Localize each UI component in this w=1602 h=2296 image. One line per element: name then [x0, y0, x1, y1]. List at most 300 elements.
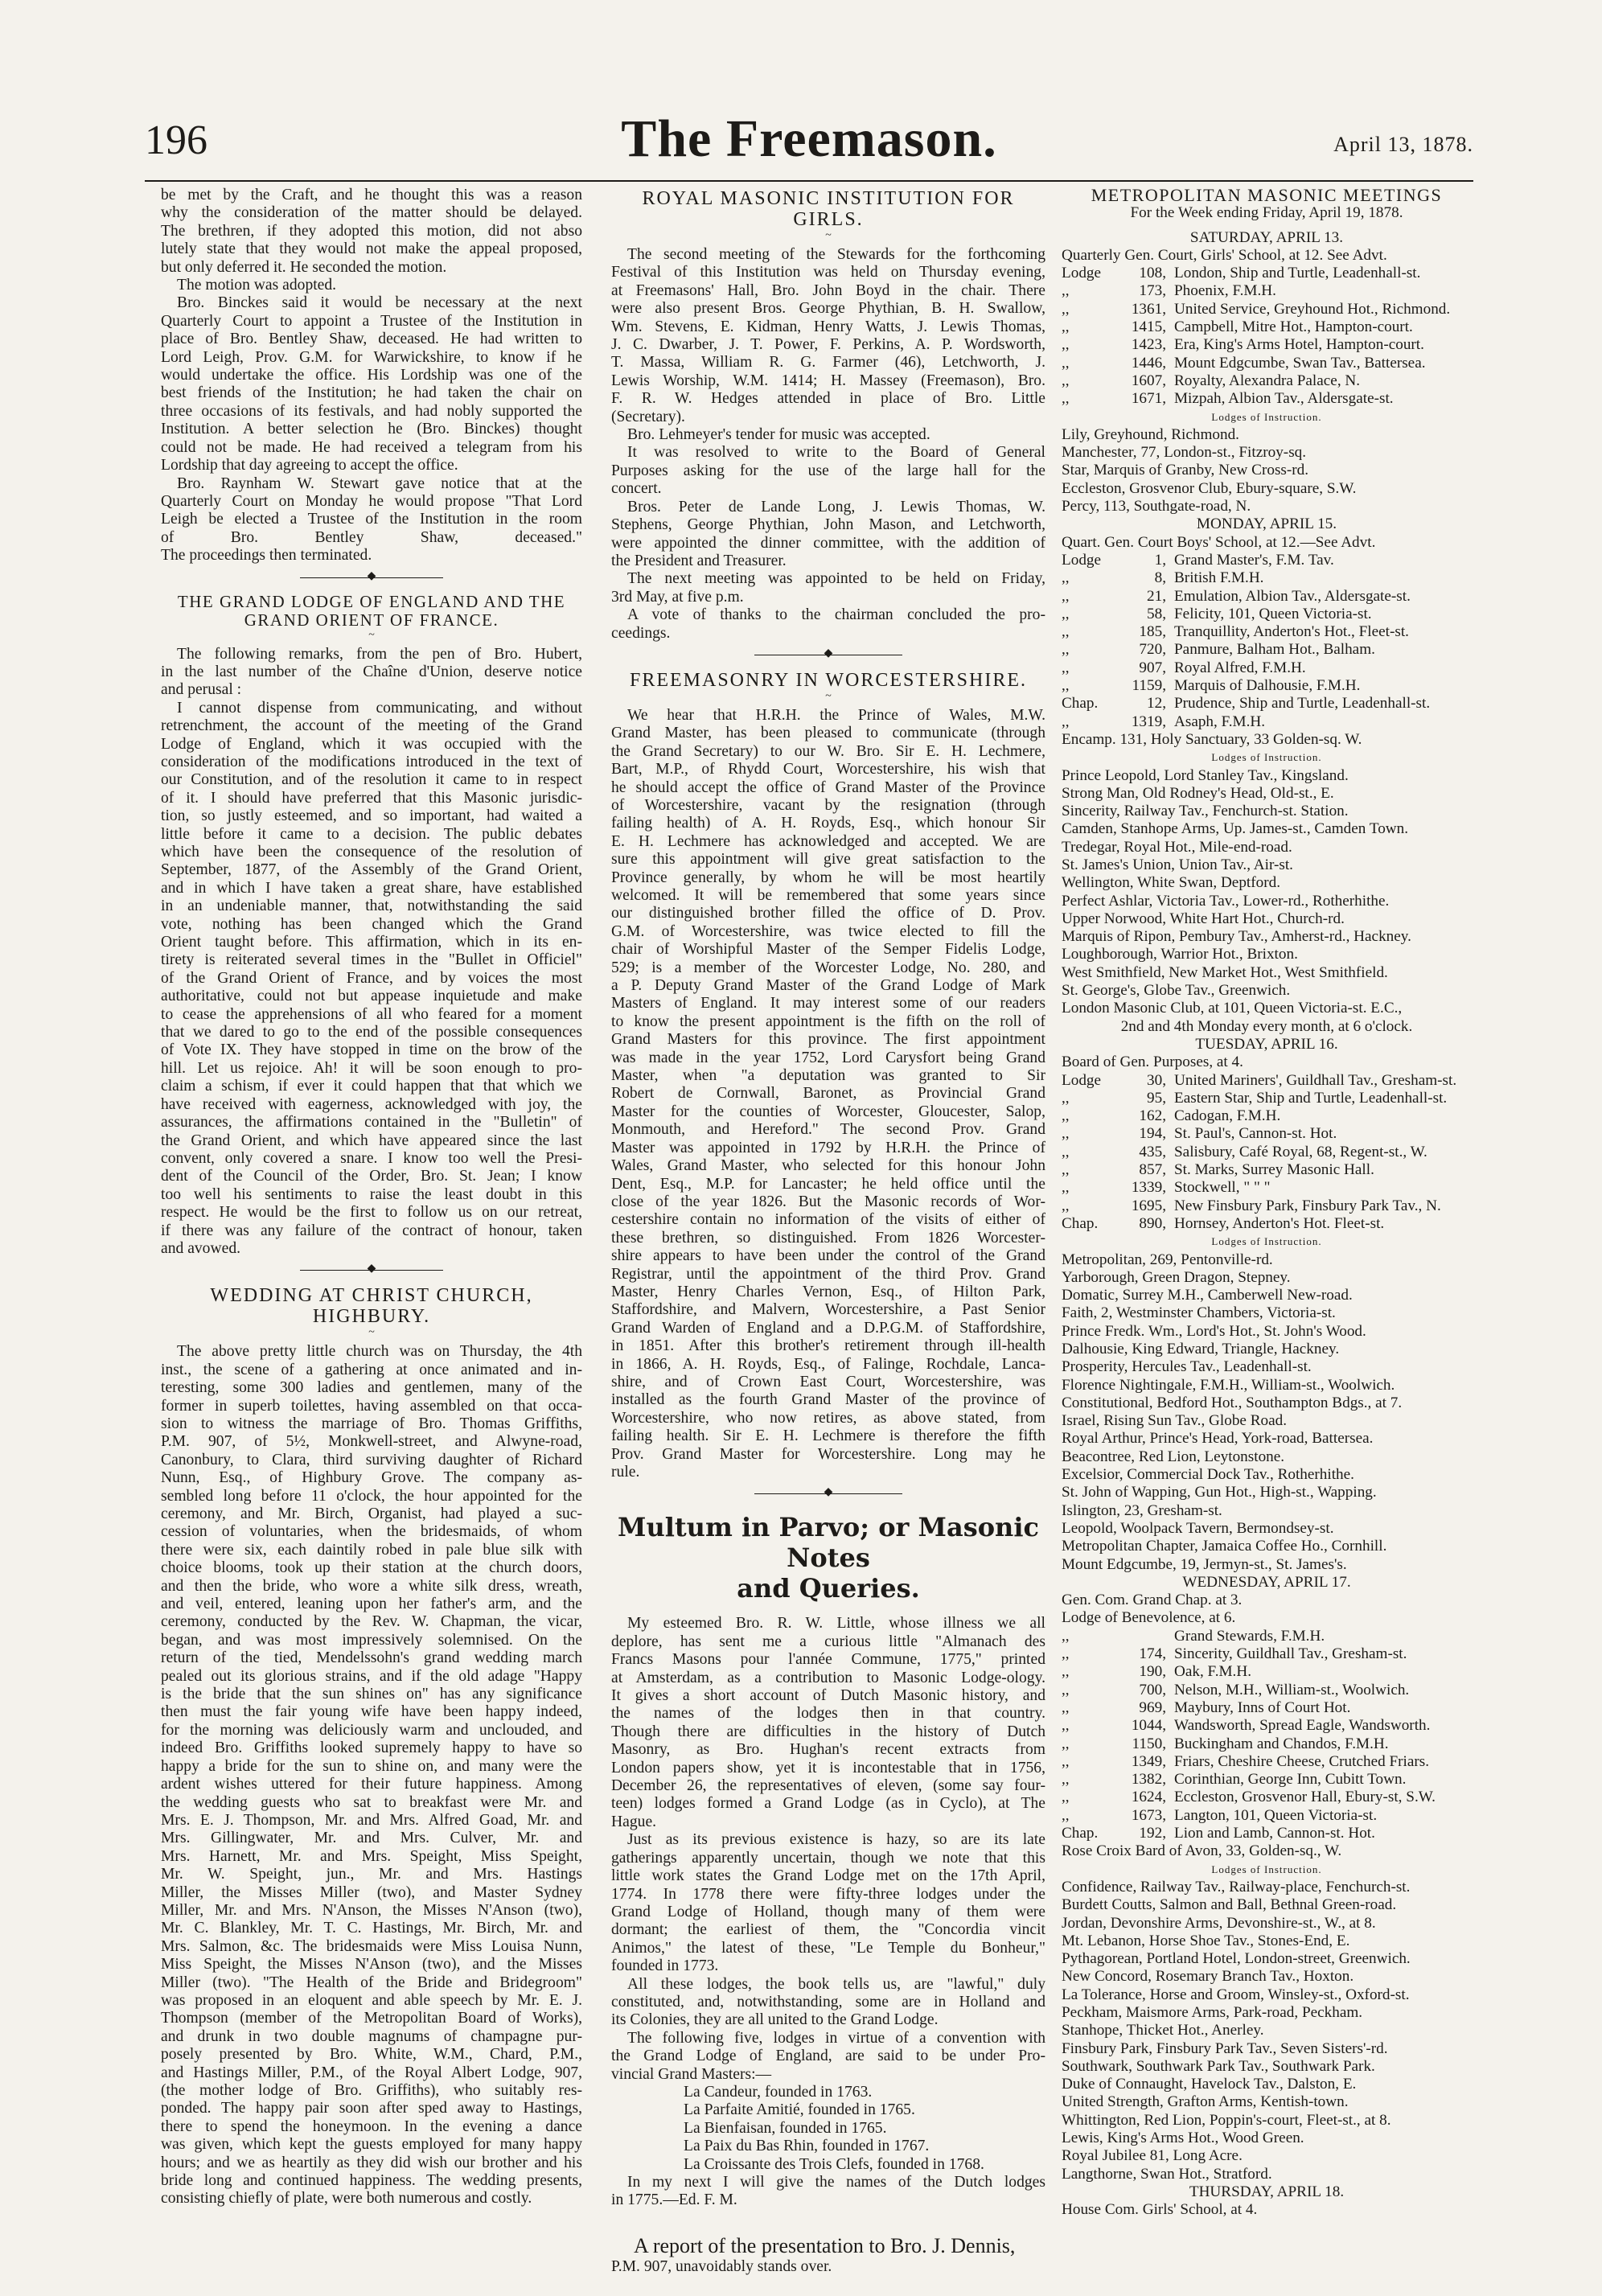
dutch-lodge-item: La Bienfaisan, founded in 1765. — [684, 2119, 887, 2137]
section-separator — [611, 1481, 1045, 1507]
lodge-name: London, Ship and Turtle, Leadenhall-st. — [1174, 265, 1421, 282]
text-line: Master for the counties of Worcester, Gloucester, Salop, — [611, 1103, 1045, 1120]
dutch-lodge-item: La Paix du Bas Rhin, founded in 1767. — [684, 2138, 930, 2155]
lodge-type: ,, — [1062, 1197, 1070, 1214]
lodge-number: 1150, — [1132, 1735, 1166, 1752]
text-line: chair of Worshipful Master of the Semper Fidelis Lodge, — [611, 941, 1045, 959]
lodge-type: ,, — [1062, 300, 1070, 318]
text-line: which have been the consequence of the resolution of — [161, 844, 582, 860]
text-line: deplore, has sent me a curious little "Almanach des — [611, 1633, 1045, 1650]
lodge-name: Buckingham and Chandos, F.M.H. — [1174, 1735, 1389, 1752]
text-line: at Freemasons' Hall, Bro. John Boyd in the chair. There — [611, 281, 1045, 299]
text-line: and avowed. — [161, 1239, 241, 1257]
text-line: The second meeting of the Stewards for the forthcoming — [627, 246, 1045, 263]
newspaper-title: The Freemason. — [621, 109, 997, 168]
text-line: were appointed the dinner committee, with the addition of — [611, 534, 1045, 552]
instruction-entry: St. George's, Globe Tav., Greenwich. — [1062, 982, 1291, 1000]
lodge-name: Royalty, Alexandra Palace, N. — [1174, 372, 1361, 389]
instruction-entry: Domatic, Surrey M.H., Camberwell New-road. — [1062, 1287, 1353, 1304]
instruction-entry: Beacontree, Red Lion, Leytonstone. — [1062, 1448, 1285, 1465]
text-line: Bros. Peter de Lande Long, J. Lewis Thomas, W. — [627, 498, 1045, 515]
lodge-type: ,, — [1062, 1161, 1070, 1179]
text-line: Registrar, until the appointment of the third Prov. Grand — [611, 1265, 1045, 1283]
lodge-number: 1159, — [1132, 677, 1166, 695]
issue-date: April 13, 1878. — [1333, 133, 1473, 156]
text-line: the Grand Orient, and which have appeared since the last — [161, 1132, 582, 1149]
instruction-entry: Dalhousie, King Edward, Triangle, Hackney. — [1062, 1341, 1340, 1357]
text-line: rule. — [611, 1464, 640, 1481]
lodge-type: Chap. — [1062, 695, 1099, 713]
lodge-number: 173, — [1139, 282, 1166, 300]
lodge-entry — [1062, 1161, 1472, 1179]
instruction-entry: Islington, 23, Gresham-st. — [1062, 1501, 1222, 1519]
day-heading-tuesday: TUESDAY, APRIL 16. — [1195, 1035, 1338, 1053]
text-line: Masonry, as Bro. Hughan's recent extracts from — [611, 1741, 1045, 1759]
lodge-entry — [1062, 606, 1472, 623]
lodge-entry — [1062, 390, 1472, 408]
text-line: Miller, the Misses Miller (two), and Master Sydney — [161, 1883, 582, 1901]
text-line: Master was appointed in 1792 by H.R.H. the Prince of — [611, 1139, 1045, 1156]
instruction-entry: West Smithfield, New Market Hot., West Smithfield. — [1062, 963, 1388, 981]
text-line: would undertake the office. His Lordship was one of the — [161, 367, 582, 384]
text-line: the wedding guests who sat to breakfast were Mr. and — [161, 1793, 582, 1811]
text-line: and Hastings Miller, P.M., of the Royal Albert Lodge, 907, — [161, 2064, 582, 2081]
lodge-entry — [1062, 301, 1472, 318]
text-line: Thompson (member of the Metropolitan Board of Works), — [161, 2010, 582, 2027]
text-line: ardent wishes uttered for their future happiness. Among — [161, 1776, 582, 1793]
text-line: Grand Lodge of Holland, though many of them were — [611, 1903, 1045, 1920]
tuesday-lodges — [1062, 1072, 1472, 1234]
lodge-name: Hornsey, Anderton's Hot. Fleet-st. — [1174, 1214, 1385, 1232]
text-line: Mrs. Gillingwater, Mr. and Mrs. Culver, Mr. and — [161, 1830, 582, 1847]
text-line: posely presented by Bro. White, W.M., Chard, P.M., — [161, 2046, 582, 2064]
text-line: Master, Henry Charles Vernon, Esq., of Hilton Park, — [611, 1283, 1045, 1300]
text-line: installed as the fourth Grand Master of the province of — [611, 1391, 1045, 1409]
wednesday-rose-croix: Rose Croix Bard of Avon, 33, Golden-sq., W. — [1062, 1842, 1342, 1860]
text-line: A vote of thanks to the chairman concluded the pro- — [627, 606, 1045, 624]
text-line: indeed Bro. Griffiths looked supremely happy to have so — [161, 1739, 582, 1757]
lodge-type: ,, — [1062, 318, 1070, 336]
instruction-entry: Star, Marquis of Granby, New Cross-rd. — [1062, 462, 1309, 479]
instruction-entry: Peckham, Maismore Arms, Park-road, Peckham. — [1062, 2003, 1363, 2021]
lodge-entry — [1062, 641, 1472, 659]
text-line: in an undeniable manner, that, notwithstanding the said — [161, 897, 582, 915]
instruction-entry: Metropolitan Chapter, Jamaica Coffee Ho., Cornhill. — [1062, 1538, 1387, 1555]
text-line: Dent, Esq., M.P. for Lancaster; he held office until the — [611, 1175, 1045, 1193]
text-line: began, and was most impressively solemnised. On the — [161, 1631, 582, 1649]
text-line: I cannot dispense from communicating, and without — [177, 699, 582, 717]
text-line: was given, which kept the guests employed for many happy — [161, 2136, 582, 2154]
lodge-name: Emulation, Albion Tav., Aldersgate-st. — [1174, 587, 1411, 605]
wednesday-intro: Gen. Com. Grand Chap. at 3. — [1062, 1592, 1243, 1609]
saturday-lodges — [1062, 265, 1472, 408]
lodge-number: 190, — [1139, 1663, 1166, 1681]
lodge-entry — [1062, 318, 1472, 336]
lodge-type: Lodge — [1062, 265, 1102, 282]
text-line: the names of the lodges then in that country. — [611, 1705, 1045, 1723]
text-line: In my next I will give the names of the Dutch lodges — [627, 2174, 1045, 2191]
lodge-entry — [1062, 552, 1472, 569]
lodge-number: 720, — [1139, 641, 1166, 659]
instruction-entry: Burdett Coutts, Salmon and Ball, Bethnal Green-road. — [1062, 1896, 1397, 1914]
lodge-entry — [1062, 1682, 1472, 1699]
text-line: tion, so justly esteemed, and so important, had waited a — [161, 807, 582, 825]
lodge-type: Chap. — [1062, 1825, 1099, 1842]
lodge-type: ,, — [1062, 569, 1070, 587]
lodge-name: Stockwell, " " " — [1174, 1179, 1271, 1197]
lodge-entry — [1062, 336, 1472, 354]
lodge-type: ,, — [1062, 1627, 1070, 1645]
worcestershire-heading: FREEMASONRY IN WORCESTERSHIRE. — [629, 669, 1028, 691]
lodge-number: 1349, — [1131, 1752, 1166, 1770]
instruction-entry: Prosperity, Hercules Tav., Leadenhall-st. — [1062, 1358, 1312, 1376]
text-line: there were six, each daintily robed in pale blue silk with — [161, 1541, 582, 1559]
lodge-name: Mizpah, Albion Tav., Aldersgate-st. — [1174, 390, 1394, 408]
text-line: in the last number of the Chaîne d'Union, deserve notice — [161, 663, 582, 680]
monday-instruction — [1062, 767, 1472, 1018]
monday-lodges — [1062, 552, 1472, 731]
lodge-type: ,, — [1062, 587, 1070, 605]
text-line: claim a schism, if ever it could happen that that which we — [161, 1078, 582, 1095]
text-line: at Amsterdam, as a contribution to Masonic Lodge-ology. — [611, 1669, 1045, 1686]
text-line: Monmouth, and Hereford." The second Prov. Grand — [611, 1121, 1045, 1139]
lodge-type: ,, — [1062, 713, 1070, 730]
section-separator — [611, 643, 1045, 668]
lodge-number: 1361, — [1131, 300, 1166, 318]
lodge-name: St. Marks, Surrey Masonic Hall. — [1174, 1161, 1374, 1179]
text-line: concert. — [611, 480, 662, 498]
text-line: hill. Let us rejoice. Ah! it will be soon enough to pro- — [161, 1059, 582, 1077]
lodge-name: Wandsworth, Spread Eagle, Wandsworth. — [1174, 1717, 1431, 1735]
notes-queries-closing — [611, 2174, 1045, 2210]
lodge-entry — [1062, 1197, 1472, 1215]
lodge-type: ,, — [1062, 677, 1070, 695]
lodge-type: ,, — [1062, 1771, 1070, 1789]
lodges-instruction-label: Lodges of Instruction. — [1211, 751, 1322, 764]
instruction-entry: St. John of Wapping, Gun Hot., High-st., Wapping. — [1062, 1484, 1377, 1501]
lodge-name: Maybury, Inns of Court Hot. — [1174, 1698, 1351, 1716]
lodge-name: Felicity, 101, Queen Victoria-st. — [1174, 605, 1372, 622]
heading-ornament: ~ — [825, 229, 832, 241]
text-line: teen) lodges formed a Grand Lodge (as in Cyclo), at The — [611, 1795, 1045, 1813]
text-line: 3rd May, at five p.m. — [611, 588, 744, 606]
text-line: Quarterly Court on Monday he would propose "That Lord — [161, 492, 582, 510]
lodge-entry — [1062, 1628, 1472, 1645]
text-line: pealed out its glorious strains, and if the old adage "Happy — [161, 1667, 582, 1685]
lodge-number: 857, — [1139, 1161, 1166, 1179]
lodge-entry — [1062, 1807, 1472, 1825]
instruction-entry: Upper Norwood, White Hart Hot., Church-rd. — [1062, 910, 1345, 927]
instruction-entry: Israel, Rising Sun Tav., Globe Road. — [1062, 1412, 1288, 1430]
lodge-name: Grand Stewards, F.M.H. — [1174, 1627, 1325, 1645]
text-line: of Bro. Bentley Shaw, deceased." — [161, 528, 582, 546]
lodge-entry — [1062, 1090, 1472, 1107]
worcestershire-text — [611, 707, 1045, 1481]
text-line: Grand Master, has been pleased to communicate (through — [611, 725, 1045, 742]
lodge-type: ,, — [1062, 1789, 1070, 1806]
text-line: three occasions of its festivals, and had nobly supported the — [161, 402, 582, 420]
lodge-entry — [1062, 1825, 1472, 1842]
text-line: happy a bride for the sun to shine on, and many were the — [161, 1757, 582, 1775]
text-line: Bro. Binckes said it would be necessary at the next — [177, 294, 582, 312]
text-line: Miss Speight, the Misses N'Anson (two), and the Misses — [161, 1956, 582, 1974]
text-line: ceremony, conducted by the Rev. W. Chapman, the vicar, — [161, 1613, 582, 1631]
text-line: Stephens, George Phythian, John Mason, and Letchworth, — [611, 516, 1045, 534]
instruction-entry: Mt. Lebanon, Horse Shoe Tav., Stones-End, E. — [1062, 1932, 1350, 1949]
lodge-type: ,, — [1062, 372, 1070, 389]
dutch-lodge-item: La Parfaite Amitié, founded in 1765. — [684, 2101, 915, 2119]
instruction-entry: Loughborough, Warrior Hot., Brixton. — [1062, 946, 1298, 963]
text-line: assurances, the affirmations contained in the "Bulletin" of — [161, 1114, 582, 1132]
lodge-number: 21, — [1147, 587, 1166, 605]
text-line: hours; and we as heartily as they did wish our brother and his — [161, 2154, 582, 2171]
text-line: My esteemed Bro. R. W. Little, whose illness we all — [627, 1615, 1045, 1633]
text-line: and then the bride, who wore a white silk dress, wreath, — [161, 1577, 582, 1595]
wednesday-intro-2: Lodge of Benevolence, at 6. — [1062, 1609, 1236, 1627]
lodge-type: ,, — [1062, 1645, 1070, 1663]
lodge-entry — [1062, 1125, 1472, 1143]
text-line: that we dared to go to the end of the possible consequences — [161, 1024, 582, 1041]
text-line: It gives a short account of Dutch Masonic history, and — [611, 1687, 1045, 1705]
instruction-entry: Camden, Stanhope Arms, Up. James-st., Camden Town. — [1062, 820, 1409, 838]
text-line: and in which I have taken a great share, have established — [161, 879, 582, 897]
lodge-number: 1, — [1154, 551, 1166, 569]
text-line: Animos," the latest of these, "Le Temple du Bonheur," — [611, 1939, 1045, 1957]
instruction-entry: Excelsior, Commercial Dock Tav., Rotherhithe. — [1062, 1466, 1354, 1484]
text-line: return of the tied, Mendelssohn's grand wedding march — [161, 1649, 582, 1667]
text-line: Though there are difficulties in the history of Dutch — [611, 1723, 1045, 1740]
text-line: is the bride that the sun shines on" has any significance — [161, 1686, 582, 1703]
text-line: Mrs. E. J. Thompson, Mr. and Mrs. Alfred Goad, Mr. and — [161, 1811, 582, 1829]
instruction-entry: Southwark, Southwark Park Tav., Southwark Park. — [1062, 2057, 1375, 2075]
text-line: December 26, the representatives of eleven, (some say four- — [611, 1777, 1045, 1795]
text-line: were also present Bros. George Phythian, B. H. Swallow, — [611, 300, 1045, 318]
instruction-entry: Finsbury Park, Finsbury Park Tav., Seven Sisters'-rd. — [1062, 2039, 1388, 2057]
text-line: failing health) of A. H. Royds, Esq., which honour Sir — [611, 815, 1045, 832]
wedding-heading: WEDDING AT CHRIST CHURCH, HIGHBURY. — [210, 1285, 533, 1328]
lodges-instruction-label: Lodges of Instruction. — [1211, 410, 1322, 423]
text-line: he should accept the office of Grand Master of the Province — [611, 778, 1045, 796]
text-line: Bro. Lehmeyer's tender for music was accepted. — [627, 426, 930, 444]
text-line: failing health. Sir E. H. Lechmere is therefore the fifth — [611, 1427, 1045, 1445]
lodge-entry — [1062, 372, 1472, 390]
text-line: tirety is reiterated several times in the "Bullet in Officiel" — [161, 951, 582, 969]
lodge-type: ,, — [1062, 1752, 1070, 1770]
text-line: of Worcestershire, vacant by the resignation (through — [611, 796, 1045, 814]
text-line: why the consideration of the matter should be delayed. — [161, 204, 582, 222]
lodge-name: Marquis of Dalhousie, F.M.H. — [1174, 677, 1361, 695]
lodge-entry — [1062, 1107, 1472, 1125]
lodge-type: ,, — [1062, 1107, 1070, 1125]
lodge-type: Chap. — [1062, 1214, 1099, 1232]
tuesday-intro: Board of Gen. Purposes, at 4. — [1062, 1054, 1243, 1071]
text-line: shire appears to have been under the control of the Grand — [611, 1247, 1045, 1265]
lodge-entry — [1062, 659, 1472, 677]
text-line: Staffordshire, and Malvern, Worcestershire, a Past Senior — [611, 1301, 1045, 1319]
text-line: constituted, and, notwithstanding, some are in Holland and — [611, 1993, 1045, 2011]
lodge-number: 700, — [1139, 1681, 1166, 1698]
text-line: The next meeting was appointed to be held on Friday, — [627, 570, 1045, 588]
text-line: T. Massa, William R. G. Farmer (46), Letchworth, J. — [611, 354, 1045, 372]
text-line: and perusal : — [161, 681, 242, 699]
text-line: Lewis Worship, W.M. 1414; H. Massey (Freemason), Bro. — [611, 372, 1045, 389]
text-line: J. C. Dwarber, J. T. Power, F. Perkins, A. P. Wordsworth, — [611, 336, 1045, 354]
text-line: sion to witness the marriage of Bro. Thomas Griffiths, — [161, 1415, 582, 1432]
lodge-entry — [1062, 695, 1472, 713]
text-line: E. H. Lechmere has acknowledged and accepted. We are — [611, 832, 1045, 850]
wednesday-instruction — [1062, 1879, 1472, 2183]
lodge-entry — [1062, 1789, 1472, 1806]
instruction-entry: Eccleston, Grosvenor Club, Ebury-square, S.W. — [1062, 479, 1357, 497]
lodge-number: 162, — [1139, 1107, 1166, 1125]
lodge-type: ,, — [1062, 1806, 1070, 1824]
lodge-entry — [1062, 623, 1472, 641]
lodge-number: 1319, — [1131, 713, 1166, 730]
text-line: The following remarks, from the pen of Bro. Hubert, — [177, 645, 582, 663]
day-heading-monday: MONDAY, APRIL 15. — [1196, 515, 1337, 533]
report-note-continued: P.M. 907, unavoidably stands over. — [611, 2257, 832, 2275]
text-line: close of the year 1826. But the Masonic records of Wor- — [611, 1193, 1045, 1210]
text-line: in 1851. After this brother's retirement through ill-health — [611, 1337, 1045, 1355]
lodges-instruction-label: Lodges of Instruction. — [1211, 1235, 1322, 1248]
instruction-entry: Mount Edgcumbe, 19, Jermyn-st., St. James's. — [1062, 1555, 1347, 1573]
text-line: there to spend the honeymoon. In the evening a dance — [161, 2117, 582, 2135]
heading-ornament: ~ — [368, 628, 375, 641]
girls-institution-heading: ROYAL MASONIC INSTITUTION FOR GIRLS. — [642, 188, 1015, 230]
lodge-number: 1624, — [1131, 1789, 1166, 1806]
lodge-type: ,, — [1062, 336, 1070, 354]
text-line: 1774. In 1778 there were fifty-three lodges under the — [611, 1885, 1045, 1903]
lodge-entry — [1062, 355, 1472, 372]
text-line: to know the present appointment is the fifth on the roll of — [611, 1012, 1045, 1030]
grand-lodge-heading: THE GRAND LODGE OF ENGLAND AND THE GRAND ORIENT OF FRANCE. — [177, 591, 566, 630]
lodge-entry — [1062, 677, 1472, 695]
text-line: Masters of England. It may interest some of our readers — [611, 995, 1045, 1012]
masthead-rule — [145, 180, 1473, 182]
text-line: our Constitution, and of the resolution it came to in respect — [161, 771, 582, 789]
lodge-name: Asaph, F.M.H. — [1174, 713, 1266, 730]
text-line: respect. He would be the first to follow us on our retreat, — [161, 1204, 582, 1222]
instruction-entry: United Strength, Grafton Arms, Kentish-town. — [1062, 2093, 1349, 2111]
lodge-name: Eccleston, Grosvenor Hall, Ebury-st, S.W. — [1174, 1789, 1436, 1806]
text-line: It was resolved to write to the Board of General — [627, 444, 1045, 462]
lodge-type: ,, — [1062, 1089, 1070, 1107]
lodge-number: 1671, — [1131, 390, 1166, 408]
text-line: of the Grand Orient of France, and by voices the most — [161, 969, 582, 987]
lodge-type: ,, — [1062, 1143, 1070, 1160]
text-line: could not be made. He had received a telegram from his — [161, 438, 582, 456]
instruction-entry: Florence Nightingale, F.M.H., William-st., Woolwich. — [1062, 1376, 1395, 1394]
meetings-title: METROPOLITAN MASONIC MEETINGS — [1091, 185, 1443, 205]
text-line: sure this appointment will give great satisfaction to the — [611, 851, 1045, 869]
grand-lodge-text — [161, 646, 582, 1259]
text-line: lutely state that they would not make the appeal proposed, — [161, 240, 582, 258]
text-line: Lodge of England, which it was occupied with the — [161, 735, 582, 753]
lodge-name: Salisbury, Café Royal, 68, Regent-st., W. — [1174, 1143, 1427, 1160]
section-separator — [161, 565, 582, 591]
thursday-intro: House Com. Girls' School, at 4. — [1062, 2201, 1258, 2219]
text-line: its Colonies, they are all united to the Grand Lodge. — [611, 2011, 939, 2029]
text-line: dormant; the earliest of them, the "Concordia vincit — [611, 1921, 1045, 1939]
text-line: former in superb toilettes, having assembled on that occa- — [161, 1397, 582, 1415]
meetings-column — [1062, 187, 1472, 2220]
lodge-number: 1423, — [1131, 336, 1166, 354]
lodge-name: Grand Master's, F.M. Tav. — [1174, 551, 1334, 569]
text-line: P.M. 907, of 5½, Monkwell-street, and Alwyne-road, — [161, 1433, 582, 1451]
instruction-entry: New Concord, Rosemary Branch Tav., Hoxton. — [1062, 1968, 1354, 1986]
lodge-entry — [1062, 1771, 1472, 1789]
instruction-entry: Royal Jubilee 81, Long Acre. — [1062, 2147, 1243, 2165]
column-2 — [611, 187, 1045, 2276]
text-line: The brethren, if they adopted this motion, did not abso — [161, 222, 582, 240]
text-line: cestershire contain no information of the visits of either of — [611, 1211, 1045, 1229]
text-line: little work states the Grand Lodge met on the 17th April, — [611, 1867, 1045, 1885]
lodge-number: 907, — [1139, 659, 1166, 676]
text-line: welcomed. It will be remembered that some years since — [611, 887, 1045, 904]
lodge-entry — [1062, 588, 1472, 606]
instruction-entry: Langthorne, Swan Hot., Stratford. — [1062, 2165, 1272, 2183]
text-line: G.M. of Worcestershire, was twice elected to fill the — [611, 922, 1045, 940]
lodge-type: ,, — [1062, 605, 1070, 622]
text-line: Festival of this Institution was held on Thursday evening, — [611, 264, 1045, 281]
instruction-entry: Lewis, King's Arms Hot., Wood Green. — [1062, 2130, 1304, 2147]
text-line: gatherings apparently uncertain, though we note that this — [611, 1849, 1045, 1867]
text-line: place of Bro. Bentley Shaw, deceased. He had written to — [161, 331, 582, 348]
instruction-entry: London Masonic Club, at 101, Queen Victoria-st. E.C., — [1062, 1000, 1403, 1017]
instruction-entry: Pythagorean, Portland Hotel, London-street, Greenwich. — [1062, 1950, 1411, 1968]
text-line: Leigh be elected a Trustee of the Institution in the room — [161, 511, 582, 528]
lodge-number: 58, — [1147, 605, 1166, 622]
text-line: dent of the Council of the Order, Bro. St. Jean; I know — [161, 1168, 582, 1185]
lodge-type: ,, — [1062, 1663, 1070, 1681]
lodge-type: ,, — [1062, 1735, 1070, 1752]
lodge-type: ,, — [1062, 282, 1070, 300]
text-line: Just as its previous existence is hazy, so are its late — [627, 1831, 1045, 1849]
lodge-name: United Mariners', Guildhall Tav., Gresham-st. — [1174, 1071, 1457, 1089]
lodge-entry — [1062, 1717, 1472, 1735]
text-line: Hague. — [611, 1813, 657, 1830]
binckes-report-text — [161, 187, 582, 565]
lodge-name: Royal Alfred, F.M.H. — [1174, 659, 1306, 676]
instruction-entry: Duke of Connaught, Havelock Tav., Dalston, E. — [1062, 2076, 1357, 2093]
text-line: Mrs. Harnett, Mr. and Mrs. Speight, Miss Speight, — [161, 1847, 582, 1865]
lodge-entry — [1062, 1179, 1472, 1197]
text-line: these brethren, so distinguished. From 1826 Worcester- — [611, 1229, 1045, 1247]
lodge-name: Lion and Lamb, Cannon-st. Hot. — [1174, 1825, 1375, 1842]
text-line: Worcestershire, who now retires, as above stated, from — [611, 1409, 1045, 1427]
girls-institution-text — [611, 246, 1045, 643]
day-heading-wednesday: WEDNESDAY, APRIL 17. — [1182, 1573, 1351, 1591]
instruction-entry: Percy, 113, Southgate-road, N. — [1062, 498, 1251, 515]
text-line: Institution. A better selection he (Bro. Binckes) thought — [161, 421, 582, 438]
lodge-type: ,, — [1062, 659, 1070, 676]
text-line: if there was any failure of the contract of honour, taken — [161, 1222, 582, 1239]
lodge-name: Corinthian, George Inn, Cubitt Town. — [1174, 1771, 1407, 1789]
text-line: Wales, Grand Master, who selected for this honour John — [611, 1157, 1045, 1175]
lodge-number: 174, — [1139, 1645, 1166, 1663]
lodge-type: ,, — [1062, 1179, 1070, 1197]
saturday-intro: Quarterly Gen. Court, Girls' School, at 12. See Advt. — [1062, 246, 1387, 264]
instruction-entry: Manchester, 77, London-st., Fitzroy-sq. — [1062, 444, 1307, 462]
lodge-entry — [1062, 1645, 1472, 1663]
text-line: and veil, entered, leaning upon her father's arm, and the — [161, 1596, 582, 1613]
text-line: Quarterly Court to appoint a Trustee of the Institution in — [161, 312, 582, 330]
lodge-type: ,, — [1062, 1125, 1070, 1143]
lodge-name: Sincerity, Guildhall Tav., Gresham-st. — [1174, 1645, 1407, 1663]
text-line: September, 1877, of the Assembly of the Grand Orient, — [161, 861, 582, 879]
lodge-entry — [1062, 569, 1472, 587]
lodge-number: 1415, — [1131, 318, 1166, 336]
